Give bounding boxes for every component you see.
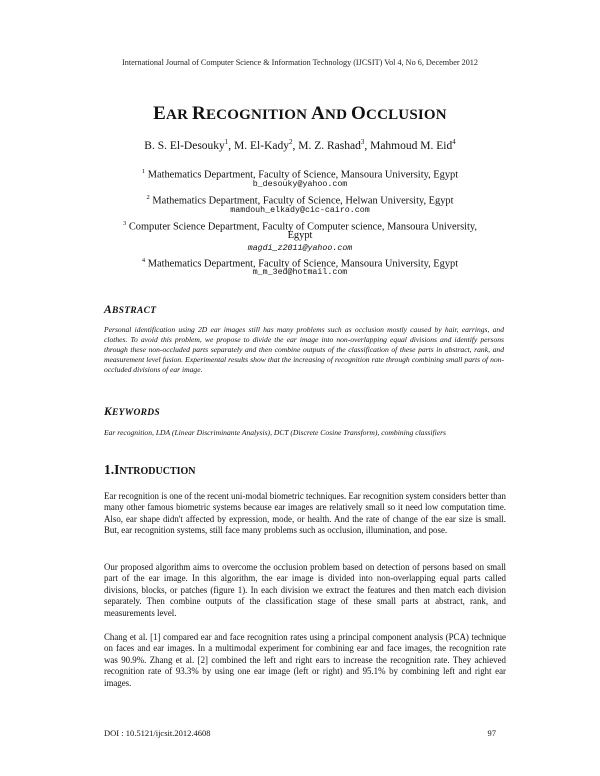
affiliation-num: 3 bbox=[122, 220, 127, 227]
title-part: ND bbox=[325, 107, 352, 123]
paragraph: Our proposed algorithm aims to overcome the occlusion problem based on detection of persons based on small part of the ear image. In this algorithm, the ear image is divided into non-overlapping equal parts called divisions, blocks, or patches (figure 1). In each division we extract the features and then match each division separately. Then combine outputs of the classification stage of these small parts at abstract, rank, and measurements level. bbox=[104, 562, 506, 618]
page-number: 97 bbox=[487, 728, 496, 738]
keywords-text: Ear recognition, LDA (Linear Discriminante Analysis), DCT (Discrete Cosine Transform), combining classifiers bbox=[104, 428, 446, 437]
paragraph: Chang et al. [1] compared ear and face recognition rates using a principal component analysis (PCA) technique on faces and ear images. In a multimodal experiment for combining ear and face images, the recognition rate was 90.9%. Zhang et al. [2] combined the left and right ears to increase the recognition rate. They achieved recognition rate of 93.3% by using one ear image (left or right) and 95.1% by combining left and right ear images. bbox=[104, 632, 506, 688]
email-3: magdi_z2011@yahoo.com bbox=[247, 244, 353, 253]
author-name: Mahmoud M. Eid bbox=[370, 139, 453, 152]
paper-title bbox=[0, 103, 600, 125]
keywords-heading: KEYWORDS bbox=[104, 406, 161, 418]
affiliation-num: 4 bbox=[141, 257, 146, 264]
author-name: M. Z. Rashad bbox=[298, 139, 361, 152]
email-4: m_m_3ed@hotmail.com bbox=[252, 268, 348, 277]
section-heading: 1.INTRODUCTION bbox=[104, 462, 196, 477]
affiliation-num: 1 bbox=[141, 168, 146, 175]
paragraph: Ear recognition is one of the recent uni-modal biometric techniques. Ear recognition system considers better than many other famous biometric systems because ear images are relatively small so it need low computation time. Also, ear shape didn't affected by expression, mode, or health. And the rate of change of the ear size is small. But, ear recognition systems, still face many problems such as occlusion, illumination, and pose. bbox=[104, 491, 506, 536]
title-initial: E bbox=[153, 103, 167, 124]
affiliation-3-cont: Egypt bbox=[287, 230, 313, 241]
email-2: mamdouh_elkady@cic-cairo.com bbox=[230, 206, 370, 215]
affiliation-text: Mathematics Department, Faculty of Science, Helwan University, Egypt bbox=[152, 195, 454, 207]
affiliation-text: Mathematics Department, Faculty of Science, Mansoura University, Egypt bbox=[147, 169, 459, 181]
title-part: ECOGNITION bbox=[205, 107, 312, 123]
journal-header: International Journal of Computer Science & Information Technology (IJCSIT) Vol 4, No 6, December 2012 bbox=[122, 58, 478, 67]
affiliation-num: 2 bbox=[146, 194, 150, 201]
title-initial: O bbox=[351, 103, 367, 124]
abstract-heading: ABSTRACT bbox=[104, 304, 157, 316]
affiliation-text: Computer Science Department, Faculty of Computer science, Mansoura University, bbox=[128, 221, 478, 233]
author-sup: 1 bbox=[224, 138, 229, 146]
email-1: b_desouky@yahoo.com bbox=[252, 180, 348, 189]
author-sup: 3 bbox=[360, 138, 365, 146]
abstract-text: Personal identification using 2D ear images still has many problems such as occlusion mostly caused by hair, earrings, and clothes. To avoid this problem, we propose to divide the ear image into non-overlapping equal divisions and identify persons through these non-occluded parts separately and then combine outputs of the classification of these parts in abstract, rank, and measurement level fusion. Experimental results show that the increasing of recognition rate through combining small parts of non-occluded divisions of ear image. bbox=[104, 325, 504, 374]
title-initial: R bbox=[192, 103, 206, 124]
author-list: B. S. El-Desouky$^1$, M. El-Kady$^2$, M. Z. Rashad$^3$, Mahmoud M. Eid$^4$ bbox=[144, 138, 456, 152]
affiliation-text: Mathematics Department, Faculty of Science, Mansoura University, Egypt bbox=[147, 258, 459, 270]
title-part: CCLUSION bbox=[366, 107, 447, 123]
title-initial: A bbox=[311, 103, 326, 124]
author-name: B. S. El-Desouky bbox=[144, 139, 225, 152]
author-sup: 2 bbox=[288, 138, 293, 146]
author-name: M. El-Kady bbox=[234, 139, 289, 152]
doi: DOI : 10.5121/ijcsit.2012.4608 bbox=[104, 728, 211, 738]
author-sup: 4 bbox=[452, 138, 456, 146]
title-part: AR bbox=[166, 107, 193, 123]
